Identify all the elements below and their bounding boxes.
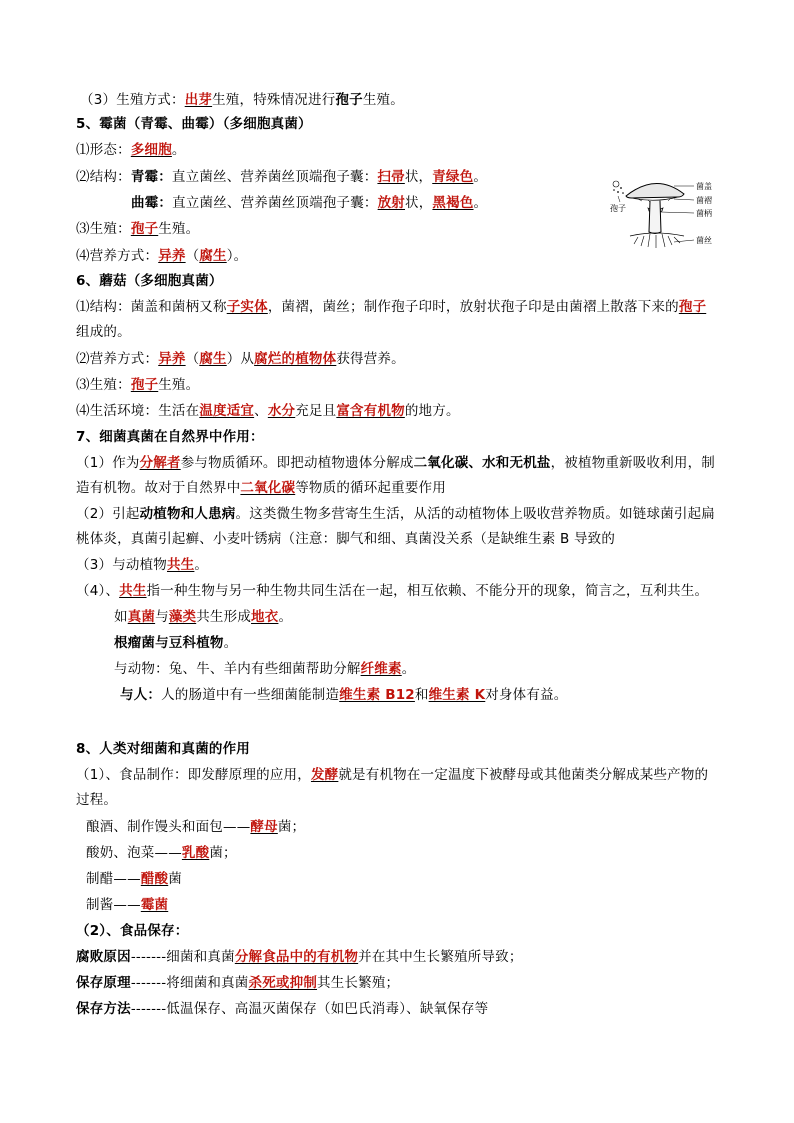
bold-text: 保存方法 — [76, 1001, 131, 1017]
text-span: 直立菌丝、营养菌丝顶端孢子囊： — [172, 195, 378, 211]
text-span: （3）生殖方式： — [80, 92, 185, 108]
text-line — [86, 817, 305, 837]
bold-text: 曲霉： — [131, 195, 173, 211]
text-span: -------将细菌和真菌 — [130, 975, 249, 991]
bold-text: 腐败原因 — [76, 949, 131, 965]
text-span: 、 — [254, 403, 268, 419]
text-span: 菌； — [277, 819, 306, 835]
highlighted-term: 地衣 — [251, 609, 279, 625]
text-span: 对身体有益。 — [485, 687, 568, 703]
text-span: 与动物：兔、牛、羊内有些细菌帮助分解 — [114, 661, 361, 677]
text-span: -------低温保存、高温灭菌保存（如巴氏消毒）、缺氧保存等 — [130, 1001, 489, 1017]
text-span: 状， — [405, 195, 433, 211]
text-span: 菌； — [209, 845, 237, 861]
mushroom-cap-shape — [626, 183, 684, 198]
text-span: （ — [185, 351, 200, 367]
text-span: 与 — [155, 609, 169, 625]
highlighted-term: 发酵 — [310, 767, 339, 783]
text-span: 。 — [223, 635, 238, 651]
highlighted-term: 水分 — [267, 403, 296, 419]
text-line — [76, 739, 250, 759]
text-line — [80, 90, 404, 110]
text-line — [114, 659, 415, 679]
text-span: 生殖。 — [158, 377, 200, 393]
text-span: （1）作为 — [76, 455, 140, 471]
text-span: ⑴结构：菌盖和菌柄又称 — [76, 299, 227, 315]
highlighted-term: 腐生 — [199, 351, 227, 367]
text-line — [76, 555, 208, 575]
text-span: 过程。 — [76, 792, 118, 808]
bold-text: 孢子 — [335, 92, 363, 108]
text-line — [76, 478, 446, 498]
text-span: 并在其中生长繁殖所导致； — [358, 949, 523, 965]
text-span: ，菌褶，菌丝；制作孢子印时，放射状孢子印是由菌褶上散落下来的 — [267, 299, 679, 315]
text-line — [76, 140, 186, 160]
text-line — [86, 869, 182, 889]
text-span: 桃体炎，真菌引起癣、小麦叶锈病（注意：脚气和细、真菌没关系（是缺维生素 B 导致的 — [76, 531, 616, 547]
text-span: 就是有机物在一定温度下被酵母或其他菌类分解成某些产物的 — [338, 767, 709, 783]
text-line — [76, 453, 715, 473]
bold-text: 根瘤菌与豆科植物 — [114, 635, 224, 651]
bold-text: 与人： — [120, 687, 162, 703]
bold-text: （2）、食品保存： — [76, 923, 189, 939]
text-span: 充足且 — [295, 403, 337, 419]
highlighted-term: 酵母 — [250, 819, 278, 835]
text-line — [131, 193, 487, 213]
text-span: 获得营养。 — [336, 351, 405, 367]
mushroom-hyphae-shape — [634, 234, 680, 248]
text-span: 。 — [401, 661, 416, 677]
text-span: 。 — [473, 169, 488, 185]
highlighted-term: 富含有机物 — [336, 403, 405, 419]
label-cap: 菌盖 — [696, 182, 712, 191]
bold-text: 8、人类对细菌和真菌的作用 — [76, 741, 250, 757]
mushroom-diagram — [608, 170, 726, 252]
text-span: ⑷生活环境：生活在 — [76, 403, 200, 419]
highlighted-term: 杀死或抑制 — [248, 975, 318, 991]
text-line — [76, 375, 199, 395]
label-gills: 菌褶 — [696, 196, 712, 205]
mushroom-stalk-shape — [649, 201, 661, 234]
highlighted-term: 腐烂的植物体 — [254, 351, 337, 367]
highlighted-term: 醋酸 — [140, 871, 169, 887]
mushroom-illustration — [608, 170, 726, 252]
text-span: 其生长繁殖； — [317, 975, 400, 991]
highlighted-term: 扫帚 — [377, 169, 405, 185]
text-span: ⑴形态： — [76, 142, 131, 158]
highlighted-term: 子实体 — [226, 299, 268, 315]
text-span: 生殖。 — [158, 221, 200, 237]
highlighted-term: 真菌 — [127, 609, 156, 625]
text-line — [76, 114, 312, 134]
text-span: 。 — [171, 142, 186, 158]
text-span: 状， — [404, 169, 433, 185]
text-span: （3）与动植物 — [76, 557, 167, 573]
text-span: ）。 — [226, 248, 248, 264]
highlighted-term: 霉菌 — [140, 897, 169, 913]
text-span: 制醋—— — [86, 871, 141, 887]
text-span: ⑷营养方式： — [76, 248, 159, 264]
text-span: 制酱—— — [86, 897, 141, 913]
text-span: 参与物质循环。即把动植物遗体分解成 — [180, 455, 414, 471]
text-span: （4）、 — [76, 583, 120, 599]
text-span: 组成的。 — [76, 324, 131, 340]
highlighted-term: 温度适宜 — [199, 403, 255, 419]
highlighted-term: 黑褐色 — [432, 195, 474, 211]
label-spores: 孢子 — [610, 204, 626, 213]
text-span: ）从 — [226, 351, 255, 367]
text-span: ⑶生殖： — [76, 377, 131, 393]
text-span: 。 — [194, 557, 209, 573]
text-line — [76, 246, 247, 266]
text-line — [76, 504, 715, 524]
highlighted-term: 放射 — [377, 195, 406, 211]
highlighted-term: 维生素 K — [428, 687, 486, 703]
text-line — [76, 219, 199, 239]
text-span: 等物质的循环起重要作用 — [295, 480, 446, 496]
bold-text: 7、细菌真菌在自然界中作用： — [76, 429, 264, 445]
text-line — [76, 921, 188, 941]
text-span: （1）、食品制作：即发酵原理的应用， — [76, 767, 311, 783]
highlighted-term: 异养 — [158, 248, 186, 264]
text-line — [76, 529, 615, 549]
text-line — [120, 685, 567, 705]
text-span: 生殖。 — [362, 92, 404, 108]
text-line — [114, 607, 292, 627]
text-line — [76, 349, 405, 369]
highlighted-term: 二氧化碳 — [240, 480, 296, 496]
text-span: （2）引起 — [76, 506, 140, 522]
text-span: 共生形成 — [196, 609, 252, 625]
bold-text: 动植物和人患病 — [139, 506, 236, 522]
text-line — [114, 633, 237, 653]
text-line — [76, 765, 708, 785]
bold-text: 6、蘑菇（多细胞真菌） — [76, 273, 223, 289]
text-span: 的地方。 — [404, 403, 460, 419]
text-line — [76, 271, 223, 291]
text-span: 和 — [414, 687, 429, 703]
text-line — [76, 167, 487, 187]
text-span: 。 — [278, 609, 293, 625]
bold-text: 青霉： — [130, 169, 172, 185]
text-span: ⑵营养方式： — [76, 351, 159, 367]
text-span: 。 — [473, 195, 488, 211]
highlighted-term: 异养 — [158, 351, 186, 367]
text-line — [76, 999, 488, 1019]
text-span: ⑶生殖： — [76, 221, 131, 237]
text-line — [76, 790, 117, 810]
text-span: 菌 — [168, 871, 182, 887]
highlighted-term: 多细胞 — [130, 142, 172, 158]
label-stalk: 菌柄 — [696, 209, 712, 218]
text-line — [76, 973, 399, 993]
text-line — [76, 297, 706, 317]
text-span: 直立菌丝、营养菌丝顶端孢子囊： — [171, 169, 378, 185]
text-span: 人的肠道中有一些细菌能制造 — [161, 687, 340, 703]
text-span: 酿酒、制作馒头和面包—— — [86, 819, 251, 835]
text-line — [76, 427, 264, 447]
highlighted-term: 孢子 — [130, 221, 159, 237]
highlighted-term: 出芽 — [184, 92, 213, 108]
bold-text: 保存原理 — [76, 975, 131, 991]
text-span: 酸奶、泡菜—— — [86, 845, 182, 861]
highlighted-term: 乳酸 — [181, 845, 210, 861]
highlighted-term: 共生 — [119, 583, 147, 599]
highlighted-term: 共生 — [167, 557, 195, 573]
text-span: 。这类微生物多营寄生生活，从活的动植物体上吸收营养物质。如链球菌引起扁 — [235, 506, 715, 522]
text-line — [76, 401, 460, 421]
bold-text: 二氧化碳、水和无机盐 — [413, 455, 551, 471]
highlighted-term: 孢子 — [130, 377, 159, 393]
text-span: 指一种生物与另一种生物共同生活在一起，相互依赖、不能分开的现象，简言之，互利共生。 — [146, 583, 709, 599]
highlighted-term: 腐生 — [199, 248, 227, 264]
text-span: -------细菌和真菌 — [130, 949, 235, 965]
label-hyphae: 菌丝 — [696, 236, 712, 245]
text-line — [86, 843, 237, 863]
text-line — [76, 947, 523, 967]
text-span: ，被植物重新吸收利用，制 — [550, 455, 716, 471]
highlighted-term: 分解者 — [139, 455, 181, 471]
text-span: 生殖，特殊情况进行 — [212, 92, 336, 108]
highlighted-term: 分解食品中的有机物 — [234, 949, 359, 965]
text-line — [86, 895, 168, 915]
text-line — [76, 581, 708, 601]
text-line — [76, 322, 131, 342]
text-span: ⑵结构： — [76, 169, 131, 185]
highlighted-term: 青绿色 — [432, 169, 474, 185]
bold-text: 5、霉菌（青霉、曲霉）（多细胞真菌） — [76, 116, 312, 132]
text-span: 造有机物。故对于自然界中 — [76, 480, 241, 496]
highlighted-term: 维生素 B12 — [339, 687, 415, 703]
highlighted-term: 纤维素 — [360, 661, 402, 677]
highlighted-term: 藻类 — [168, 609, 197, 625]
text-span: 如 — [114, 609, 128, 625]
highlighted-term: 孢子 — [678, 299, 707, 315]
text-span: （ — [185, 248, 200, 264]
